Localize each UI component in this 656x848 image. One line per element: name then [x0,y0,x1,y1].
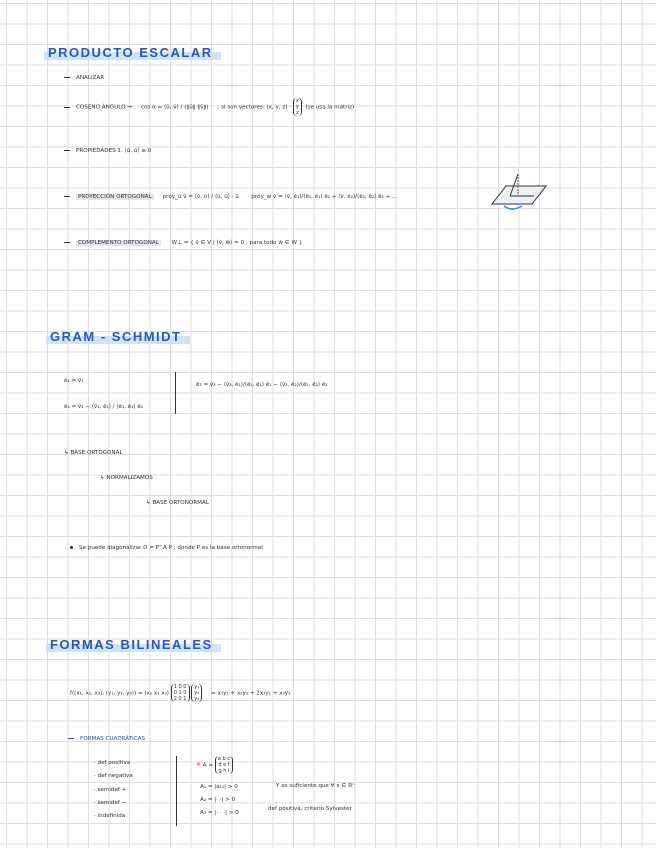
minor-a2: A₂ = |· ·| > 0 [200,797,236,803]
column-vector: x y z [293,98,302,116]
note-base-ortonormal: ↳ BASE ORTONORMAL [146,500,209,506]
minor-a1: A₁ = |a₁₁| > 0 [200,784,238,790]
eq-bilineal: f((x₁, x₂, x₃), (y₁, y₂, y₃)) = (x₁ x₂ x₃) 1 0 0 0 1 0 2 0 1 y₁ y₂ y₃ = x₁y₁ + x₂y₂ + 2x₃y₁ + x₃y₃ [70,684,291,702]
note-diagonalizar: Se puede diagonalizar D = Pᵀ A P ; donde P es la base ortonormal [70,545,263,551]
matrix-a: 1 0 0 0 1 0 2 0 1 [171,684,190,702]
divider-gram [175,372,176,414]
note-analizar: ANALIZAR [64,75,104,81]
heading-formas-bilineales: FORMAS BILINEALES [46,636,221,654]
list-item: · semidef + [94,787,127,793]
note-normalizamos: ↳ NORMALIZAMOS [100,475,153,481]
heading-gram-schmidt: GRAM - SCHMIDT [46,328,190,346]
list-item: · def negativa [94,773,133,779]
matrix-sylvester: ♥ A = a b c d e f g h i [196,756,233,774]
note-base-ortogonal: ↳ BASE ORTOGONAL [64,450,123,456]
matrix-sylvester-body: a b c d e f g h i [215,756,233,774]
list-item: · semidef − [94,800,127,806]
note-formas-cuadraticas: FORMAS CUADRÁTICAS [68,736,145,742]
note-coseno: COSENO ÁNGULO → cos α = ⟨ū, v̄⟩ / (‖ū‖ ‖v̄‖) ; si son vectores: (x, y, z) · x y z (se usa la matriz) [64,98,354,116]
note-suficiente: Y es suficiente que ∀ x ∈ ℝⁿ [276,783,355,789]
note-complemento: COMPLEMENTO ORTOGONAL W⊥ = { v̄ ∈ V | ⟨v̄, w̄⟩ = 0 , para todo w̄ ∈ W } [64,240,302,246]
projection-plane-sketch [488,172,550,214]
note-sylvester: def positiva, criterio Sylvester [268,806,352,812]
heading-producto-escalar: PRODUCTO ESCALAR [44,44,221,62]
eq-e1: ē₁ = v̄₁ [64,378,84,384]
eq-e2: ē₂ = v̄₂ − ⟨v̄₂, ē₁⟩ / ⟨ē₁, ē₁⟩ ē₁ [64,404,144,410]
list-item: · def positiva [94,760,131,766]
divider-cuadraticas [176,756,177,826]
list-item: · indefinida [94,813,126,819]
note-proyeccion: PROYECCIÓN ORTOGONAL proy_ū v̄ = ⟨v̄, ū⟩ / ⟨ū, ū⟩ · ū proy_w v̄ = ⟨v̄, ē₁⟩/⟨ē₁, ē₁⟩ ē₁ + ⟨v̄, ē₂⟩/⟨ē₂, ē₂⟩ ē₂ + ... [64,194,397,200]
column-y: y₁ y₂ y₃ [191,684,202,702]
eq-e3: ē₃ = v̄₃ − ⟨v̄₃, ē₁⟩/⟨ē₁, ē₁⟩ ē₁ − ⟨v̄₃, ē₂⟩/⟨ē₂, ē₂⟩ ē₂ [196,382,328,388]
minor-a3: A₃ = |· · ·| > 0 [200,810,239,816]
note-propiedades: PROPIEDADES 1. ⟨ū, ū⟩ ≥ 0 [64,148,151,154]
